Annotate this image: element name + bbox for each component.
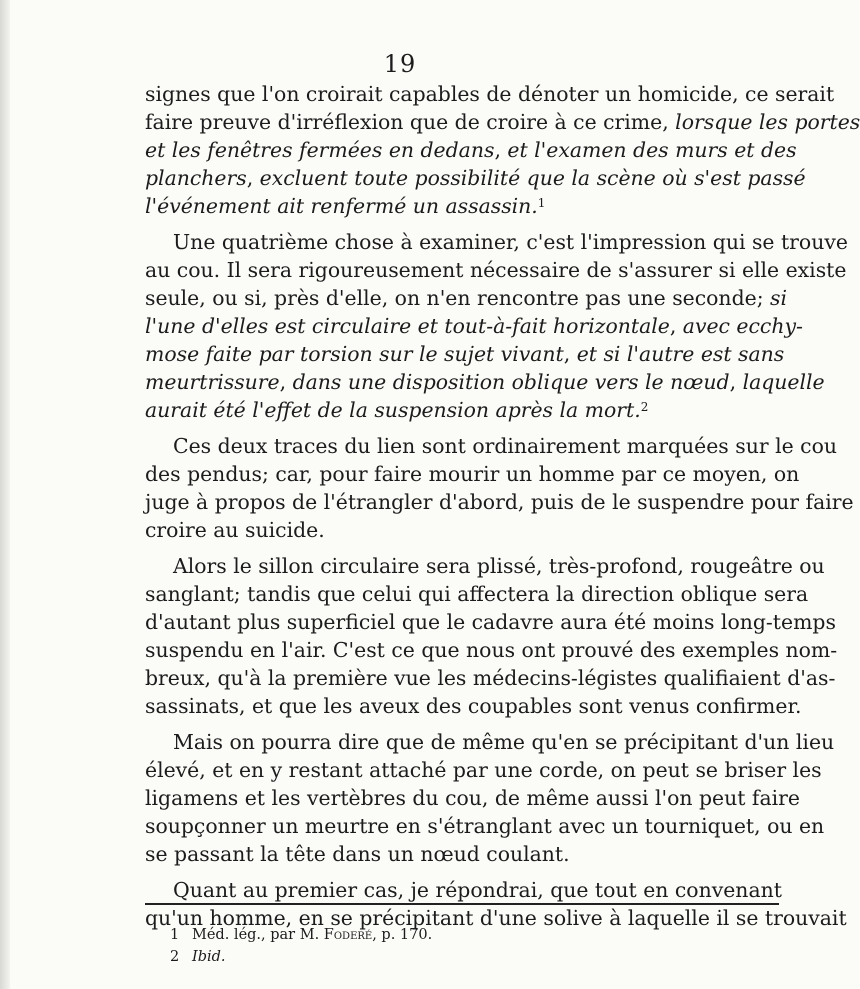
footnote-mark: 1	[170, 927, 180, 943]
text-run: seule, ou si, près d'elle, on n'en rencontre pas une seconde;	[145, 286, 771, 310]
text-run: soupçonner un meurtre en s'étranglant avec un tourniquet, ou en	[145, 814, 825, 838]
text-line	[145, 284, 788, 312]
text-run: signes que l'on croirait capables de dénoter un homicide, ce serait	[145, 82, 835, 106]
text-run: ligamens et les vertèbres du cou, de même aussi l'on peut faire	[145, 786, 800, 810]
text-line	[145, 312, 803, 340]
footnote-text: , p. 170.	[372, 927, 433, 943]
text-run: avec ecchy-	[682, 314, 803, 338]
text-run: sanglant; tandis que celui qui affectera la direction oblique sera	[145, 582, 809, 606]
text-line	[145, 840, 779, 868]
footnote	[170, 946, 770, 968]
text-line	[145, 580, 809, 608]
text-run: mose faite par torsion sur le sujet vivant	[145, 342, 564, 366]
text-line	[145, 728, 835, 756]
footnote-mark: 2	[170, 949, 180, 965]
page-number: 19	[383, 50, 417, 78]
text-line	[145, 608, 836, 636]
text-run: Ces deux traces du lien sont ordinairement marquées sur le cou	[173, 434, 837, 458]
text-run: ,	[669, 314, 683, 338]
text-line	[145, 756, 822, 784]
text-run: ,	[246, 166, 260, 190]
footnote-rule	[145, 903, 779, 905]
text-line	[145, 488, 854, 516]
paragraph-gap	[145, 424, 779, 432]
text-run: et les fenêtres fermées en dedans	[145, 138, 495, 162]
text-line	[145, 256, 847, 284]
text-run: et si l'autre est sans	[576, 342, 785, 366]
footnote-text: Méd. lég., par M.	[192, 927, 324, 943]
text-line	[145, 460, 800, 488]
footnote-ref[interactable]: 1	[537, 196, 546, 210]
text-run: Mais on pourra dire que de même qu'en se précipitant d'un lieu	[173, 730, 835, 754]
text-line	[145, 228, 848, 256]
paragraph	[145, 552, 838, 720]
text-run: d'autant plus superficiel que le cadavre aura été moins long-temps	[145, 610, 836, 634]
text-line	[145, 368, 825, 396]
text-run: croire au suicide.	[145, 518, 325, 542]
paragraph	[145, 228, 848, 424]
text-run: et l'examen des murs et des	[507, 138, 797, 162]
text-run: au cou. Il sera rigoureusement nécessaire de s'assurer si elle existe	[145, 258, 847, 282]
text-line	[145, 396, 779, 424]
text-run: planchers	[145, 166, 247, 190]
text-line	[145, 784, 800, 812]
text-run: excluent toute possibilité que la scène où s'est passé	[259, 166, 806, 190]
text-run: des pendus; car, pour faire mourir un homme par ce moyen, on	[145, 462, 800, 486]
text-run: l'une d'elles est circulaire et tout-à-fait horizontale	[145, 314, 670, 338]
text-run: dans une disposition oblique vers le nœud	[292, 370, 730, 394]
text-run: ,	[494, 138, 508, 162]
text-line	[145, 108, 860, 136]
footnotes	[170, 924, 770, 968]
text-line	[145, 432, 837, 460]
text-run: faire preuve d'irréflexion que de croire à ce crime,	[145, 110, 676, 134]
text-line	[145, 552, 825, 580]
text-run: Une quatrième chose à examiner, c'est l'impression qui se trouve	[173, 230, 848, 254]
paragraph	[145, 432, 854, 544]
text-run: ,	[729, 370, 743, 394]
text-line	[145, 136, 797, 164]
footnote-text: Ibid.	[192, 949, 226, 965]
page-edge	[0, 0, 10, 989]
text-run: Quant au premier cas, je répondrai, que tout en convenant	[173, 878, 782, 902]
body-text	[145, 80, 860, 932]
text-run: suspendu en l'air. C'est ce que nous ont prouvé des exemples nom-	[145, 638, 838, 662]
text-run: si	[770, 286, 788, 310]
text-line	[145, 80, 835, 108]
text-run: lorsque les portes	[675, 110, 860, 134]
text-run: breux, qu'à la première vue les médecins-légistes qualifiaient d'as-	[145, 666, 836, 690]
text-run: sassinats, et que les aveux des coupables sont venus confirmer.	[145, 694, 802, 718]
text-line	[145, 812, 825, 840]
text-line	[145, 636, 838, 664]
paragraph-gap	[145, 720, 779, 728]
text-line	[145, 164, 806, 192]
text-run: Alors le sillon circulaire sera plissé, très-profond, rougeâtre ou	[173, 554, 825, 578]
text-run: laquelle	[742, 370, 825, 394]
text-run: ,	[279, 370, 293, 394]
paragraph-gap	[145, 868, 779, 876]
paragraph	[145, 80, 860, 220]
footnote	[170, 924, 770, 946]
text-run: l'événement ait renfermé un assassin.	[145, 194, 538, 218]
text-line	[145, 192, 779, 220]
text-line	[145, 516, 779, 544]
text-run: meurtrissure	[145, 370, 280, 394]
text-line	[145, 664, 836, 692]
text-run: aurait été l'effet de la suspension après la mort.	[145, 398, 641, 422]
text-run: juge à propos de l'étrangler d'abord, puis de le suspendre pour faire	[145, 490, 854, 514]
footnote-ref[interactable]: 2	[640, 400, 649, 414]
text-run: ,	[563, 342, 577, 366]
paragraph	[145, 728, 835, 868]
paragraph-gap	[145, 544, 779, 552]
text-line	[145, 692, 802, 720]
text-run: élevé, et en y restant attaché par une corde, on peut se briser les	[145, 758, 822, 782]
text-line	[145, 340, 785, 368]
text-line	[145, 876, 782, 904]
text-run: se passant la tête dans un nœud coulant.	[145, 842, 570, 866]
text-run: qu'un homme, en se précipitant d'une solive à laquelle il se trouvait	[145, 906, 847, 930]
paragraph-gap	[145, 220, 779, 228]
footnote-author: Foderé	[323, 927, 373, 943]
